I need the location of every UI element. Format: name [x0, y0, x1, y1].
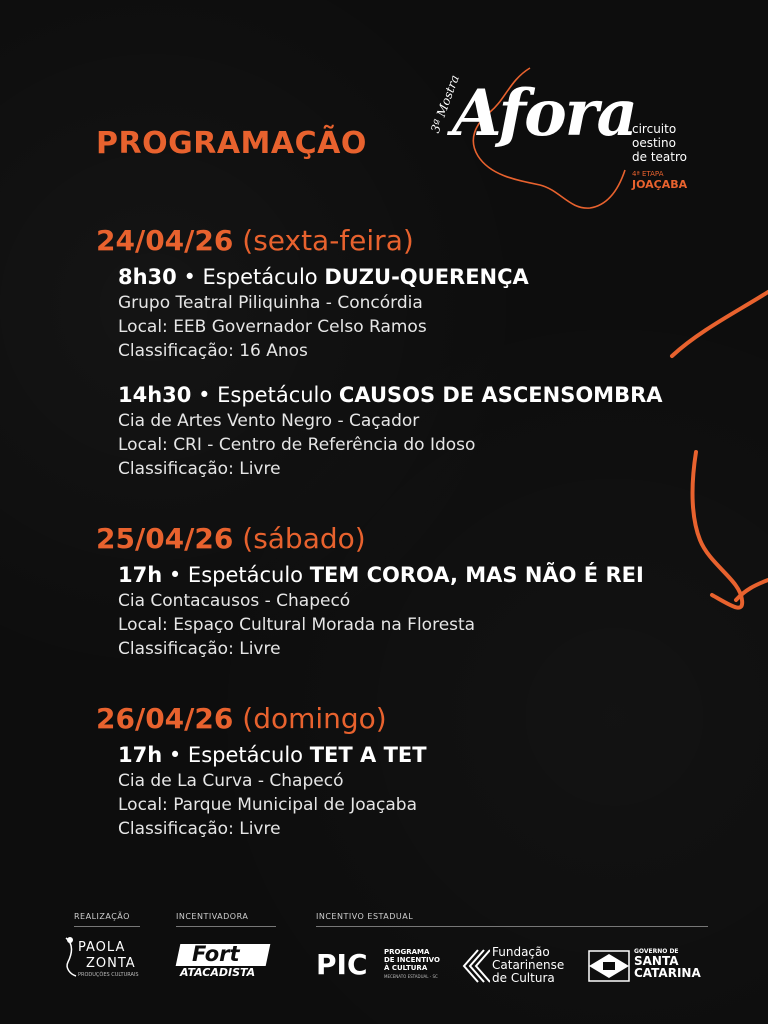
- fcc-chevron-icon: [460, 948, 490, 984]
- pic-mecenato: MECENATO ESTADUAL - SC: [384, 974, 438, 979]
- fundacao-logo: [460, 946, 570, 986]
- day-block: [96, 224, 663, 481]
- date-value: 26/04/26: [96, 702, 234, 735]
- event-place: Local: CRI - Centro de Referência do Idoso: [118, 435, 476, 455]
- event-rating: Classificação: Livre: [118, 819, 281, 839]
- day-date: [96, 224, 663, 257]
- fundacao-line: Catarinense: [492, 958, 565, 972]
- tagline-line: de teatro: [632, 150, 687, 164]
- date-weekday: (sábado): [242, 522, 366, 555]
- tagline-line: oestino: [632, 136, 676, 150]
- afora-logo: [420, 60, 720, 220]
- fort-text: Fort: [192, 942, 240, 966]
- atacadista-text: ATACADISTA: [180, 966, 256, 979]
- sponsors-footer: [74, 912, 714, 992]
- paola-text: PAOLA: [78, 940, 126, 955]
- event-place: Local: Espaço Cultural Morada na Floresta: [118, 615, 476, 635]
- event-time: 17h: [118, 563, 163, 587]
- date-value: 25/04/26: [96, 522, 234, 555]
- governo-text: GOVERNO DE: [634, 948, 679, 955]
- logo-city: JOAÇABA: [632, 178, 688, 191]
- event-title: [118, 263, 663, 291]
- event-rating: Classificação: 16 Anos: [118, 341, 308, 361]
- pic-line: À CULTURA: [384, 964, 428, 972]
- event-place: Local: Parque Municipal de Joaçaba: [118, 795, 418, 815]
- event-name: DUZU-QUERENÇA: [324, 265, 529, 289]
- event-group: Cia de Artes Vento Negro - Caçador: [118, 411, 420, 431]
- day-date: [96, 522, 644, 555]
- logo-edition: 3ª Mostra: [428, 73, 462, 135]
- pic-text: PIC: [316, 948, 368, 981]
- event-title: [118, 381, 663, 409]
- date-weekday: (domingo): [242, 702, 387, 735]
- fort-atacadista-logo: [178, 944, 268, 984]
- event-name: CAUSOS DE ASCENSOMBRA: [338, 383, 663, 407]
- event-item: [118, 381, 663, 481]
- event-kind: • Espetáculo: [191, 383, 339, 407]
- event-kind: • Espetáculo: [176, 265, 325, 289]
- page-title: PROGRAMAÇÃO: [96, 126, 367, 161]
- event-time: 17h: [118, 743, 163, 767]
- event-title: [118, 561, 644, 589]
- event-kind: • Espetáculo: [162, 563, 310, 587]
- event-time: 14h30: [118, 383, 192, 407]
- event-title: [118, 741, 427, 769]
- logo-tagline: [632, 122, 722, 164]
- event-group: Cia Contacausos - Chapecó: [118, 591, 351, 611]
- event-group: Cia de La Curva - Chapecó: [118, 771, 344, 791]
- event-name: TEM COROA, MAS NÃO É REI: [309, 563, 644, 587]
- divider: [74, 926, 140, 927]
- tagline-line: circuito: [632, 122, 677, 136]
- fundacao-text: [492, 946, 564, 985]
- governo-sc-logo: [588, 948, 714, 984]
- divider: [316, 926, 708, 927]
- fundacao-line: de Cultura: [492, 971, 555, 985]
- event-group: Grupo Teatral Piliquinha - Concórdia: [118, 293, 423, 313]
- santa-text: SANTA: [634, 954, 679, 968]
- fundacao-line: Fundação: [492, 945, 550, 959]
- date-weekday: (sexta-feira): [242, 224, 414, 257]
- logo-stage: 4ª ETAPA: [632, 170, 664, 178]
- pic-line: DE INCENTIVO: [384, 956, 440, 964]
- event-rating: Classificação: Livre: [118, 459, 281, 479]
- date-value: 24/04/26: [96, 224, 234, 257]
- event-kind: • Espetáculo: [162, 743, 310, 767]
- event-rating: Classificação: Livre: [118, 639, 281, 659]
- logo-name: Afora: [452, 76, 636, 151]
- catarina-text: CATARINA: [634, 966, 701, 980]
- event-item: [118, 263, 663, 363]
- event-time: 8h30: [118, 265, 177, 289]
- sc-flag-icon: [588, 950, 630, 982]
- day-block: [96, 522, 644, 661]
- incentivadora-label: INCENTIVADORA: [176, 912, 249, 921]
- realizacao-label: REALIZAÇÃO: [74, 912, 130, 921]
- incentivo-label: INCENTIVO ESTADUAL: [316, 912, 414, 921]
- pic-subtitle: [384, 948, 440, 972]
- producoes-text: PRODUÇÕES CULTURAIS: [78, 972, 139, 978]
- pic-logo: [316, 948, 456, 984]
- event-place: Local: EEB Governador Celso Ramos: [118, 317, 427, 337]
- day-block: [96, 702, 427, 841]
- paola-zonta-logo: [60, 934, 140, 984]
- pic-line: PROGRAMA: [384, 948, 430, 956]
- divider: [176, 926, 276, 927]
- event-name: TET A TET: [309, 743, 427, 767]
- event-item: [118, 741, 427, 841]
- zonta-text: ZONTA: [86, 956, 136, 971]
- event-item: [118, 561, 644, 661]
- day-date: [96, 702, 427, 735]
